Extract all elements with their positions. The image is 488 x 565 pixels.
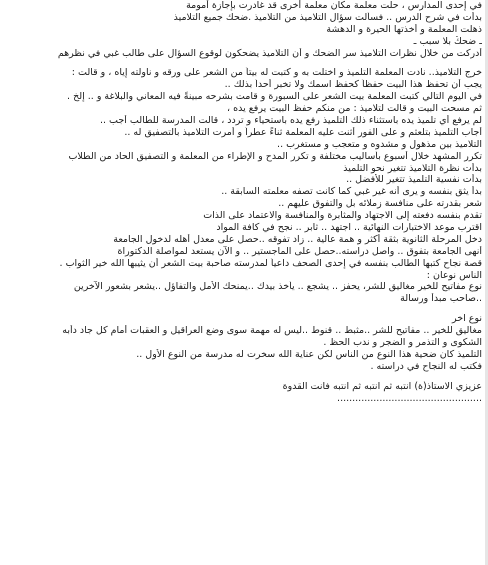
paragraph-gap xyxy=(6,373,482,381)
text-line: أنهى الجامعة بتفوق .. واصل دراسته..حصل على الماجستير .. و الآن يستعد لمواصلة الدكتوراة xyxy=(117,245,482,257)
text-line: أجاب التلميذ بتلعثم و على الفور أثنت عليه المعلمة ثناءً عطراً و أمرت التلاميذ بالتصفيق له .. xyxy=(124,126,482,138)
text-line: بدأت في شرح الدرس .. فسألت سؤال التلاميذ من التلاميذ .ضحك جميع التلاميذ xyxy=(173,11,482,23)
paragraph-gap xyxy=(6,59,482,67)
text-line: عزيزي الاستاذ(ة) انتبه ثم انتبه ثم انتبه فانت القدوة xyxy=(282,380,482,392)
text-line: التلاميذ بين مذهول و مشدوه و متعجب و مستغرب .. xyxy=(277,138,482,150)
paragraph-gap xyxy=(6,305,482,313)
text-line: تقدم بنفسه دفعته إلى الاجتهاد والمثابرة والمنافسة والاعتماد على الذات xyxy=(203,210,482,222)
text-line: خرج التلاميذ.. نادت المعلمة التلميذ و اختلت به و كتبت له بيتاً من الشعر على ورقه و ناولته إياه ، و قالت : xyxy=(71,67,482,79)
text-line: الناس نوعان : xyxy=(426,269,482,281)
text-line: أدركت من خلال نظرات التلاميذ سر الضحك و أن التلاميذ يضحكون لوقوع السؤال على طالب غبي في نظرهم xyxy=(57,47,482,59)
text-line: ................................................ xyxy=(337,392,482,404)
text-line: تكرر المشهد خلال أسبوع بأساليب مختلفة و تكرر المدح و الإطراء من المعلمة و التصفيق الحاد من الطلاب xyxy=(68,150,482,162)
text-line: ثم مسحت البيت و قالت لتلاميذ : من منكم حفظ البيت يرفع يده ، xyxy=(227,103,482,115)
text-line: بدأ يثق بنفسه و يرى أنه غير غبي كما كانت تصفه معلمته السابقة .. xyxy=(221,186,482,198)
text-line: دخل المرحلة الثانوية بثقة أكثر و همة عالية .. زاد تفوقه ..حصل على معدل أهله لدخول الجامعة xyxy=(113,233,482,245)
text-line: شعر بقدرته على منافسة زملائه بل والتفوق عليهم .. xyxy=(278,198,482,210)
text-line: ..صاحب مبدأ ورسالة xyxy=(400,293,482,305)
text-line: اقترب موعد الاختبارات النهائية .. اجتهد .. ثابر .. نجح في كافة المواد xyxy=(216,222,482,234)
text-line: الشكوى و التذمر و الضجر و ندب الحظ . xyxy=(323,337,482,349)
text-line: فكتب له النجاح في دراسته . xyxy=(370,360,482,372)
text-line: لم يرفع أي تلميذ يده باستثناء ذلك التلميذ رفع يده باستحياء و تردد ، قالت المدرسة للطالب أجب .. xyxy=(99,115,482,127)
text-line: ـ ضحكٌ بلا سبب ـ xyxy=(413,35,482,47)
text-line: بدأت نظرة التلاميذ تتغير نحو التلميذ xyxy=(343,162,482,174)
text-line: مغاليق للخير .. مفاتيح للشر ..مثبط .. قنوط ..ليس له مهمة سوى وضع العراقيل و العقبات أمام كل جاد دأبه xyxy=(62,325,482,337)
text-line: في اليوم التالي كتبت المعلمة بيت الشعر على السبورة و قامت بشرحه مبينةً فيه المعاني والبلاغة و .. إلخ . xyxy=(67,91,482,103)
text-line: نوع مفاتيح للخير مغاليق للشر، يحفز .. يشجع .. يأخذ بيدك ..يمنحك الأمل والتفاؤل ..يشعر بشعور الآخرين xyxy=(73,281,482,293)
text-line: نوع آخر xyxy=(452,313,482,325)
text-line: في إحدى المدارس ، حلت معلمة مكان معلمة أخرى قد غادرت بإجازة أمومة xyxy=(186,0,482,11)
text-line: التلميذ كان ضحية هذا النوع من الناس لكن عناية الله سخرت له مدرسة من النوع الأول .. xyxy=(136,348,482,360)
text-line: ذهلت المعلمة و أخذتها الحيرة و الدهشة xyxy=(326,23,482,35)
text-line: بدأت نفسية التلميذ تتغير للأفضل .. xyxy=(346,174,482,186)
text-line: يجب أن تحفظ هذا البيت حفظاً كحفظ اسمك ولا تخبر أحداً بذلك .. xyxy=(224,79,482,91)
text-line: قصة نجاح كتبها الطالب بنفسه في إحدى الصحف داعياً لمدرسته صاحبة بيت الشعر أن يثيبها الله خير الثواب . xyxy=(59,257,482,269)
